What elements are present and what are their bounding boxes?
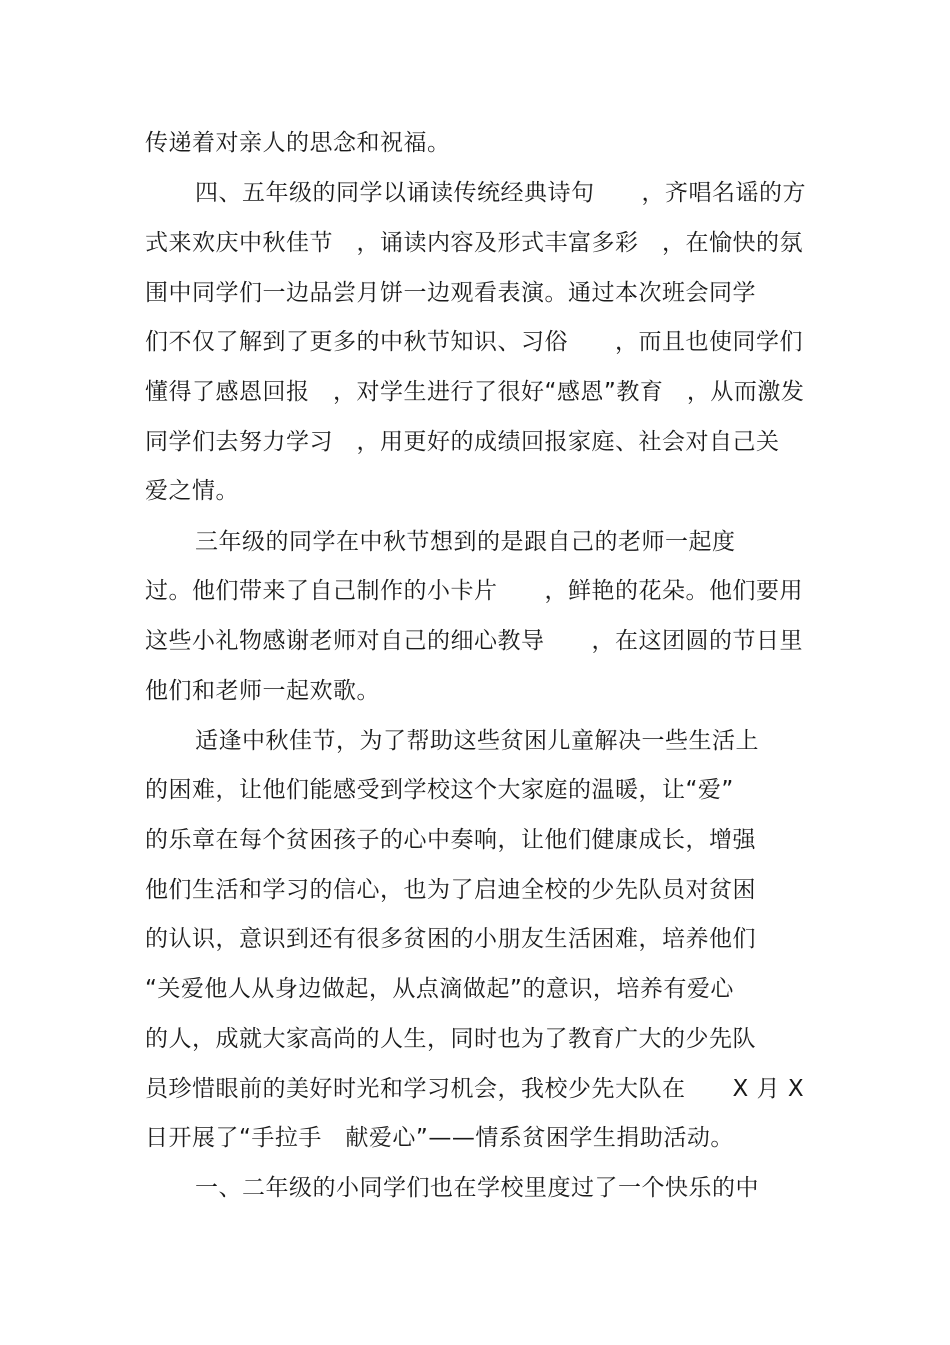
text-line: 的认识，意识到还有很多贫困的小朋友生活困难，培养他们 <box>145 926 756 952</box>
text-line: 他们生活和学习的信心，也为了启迪全校的少先队员对贫困 <box>145 877 756 903</box>
text-line: 这些小礼物感谢老师对自己的细心教导 ，在这团圆的节日里 <box>145 628 803 654</box>
text-line: 过。他们带来了自己制作的小卡片 ，鲜艳的花朵。他们要用 <box>145 578 803 604</box>
text-line: 他们和老师一起欢歌。 <box>145 678 380 704</box>
text-line: 三年级的同学在中秋节想到的是跟自己的老师一起度 <box>195 529 736 555</box>
text-line: 同学们去努力学习 ，用更好的成绩回报家庭、社会对自己关 <box>145 429 780 455</box>
text-line: 爱之情。 <box>145 478 239 504</box>
text-line: 式来欢庆中秋佳节 ，诵读内容及形式丰富多彩 ，在愉快的氛 <box>145 230 803 256</box>
text-line: 传递着对亲人的思念和祝福。 <box>145 130 451 156</box>
text-line: 日开展了“手拉手 献爱心”——情系贫困学生捐助活动。 <box>145 1125 734 1151</box>
text-line: 员珍惜眼前的美好时光和学习机会，我校少先大队在 X 月 X <box>145 1076 805 1102</box>
text-line: 四、五年级的同学以诵读传统经典诗句 ，齐唱名谣的方 <box>195 180 806 206</box>
text-line: 适逢中秋佳节，为了帮助这些贫困儿童解决一些生活上 <box>195 728 759 754</box>
text-line: 围中同学们一边品尝月饼一边观看表演。通过本次班会同学 <box>145 280 756 306</box>
text-line: 一、二年级的小同学们也在学校里度过了一个快乐的中 <box>195 1175 759 1201</box>
text-line: 懂得了感恩回报 ，对学生进行了很好“感恩”教育 ，从而激发 <box>145 379 805 405</box>
text-line: 的乐章在每个贫困孩子的心中奏响，让他们健康成长，增强 <box>145 827 756 853</box>
text-line: “关爱他人从身边做起，从点滴做起”的意识，培养有爱心 <box>145 976 734 1002</box>
text-line: 的人，成就大家高尚的人生，同时也为了教育广大的少先队 <box>145 1026 756 1052</box>
text-line: 们不仅了解到了更多的中秋节知识、习俗 ，而且也使同学们 <box>145 329 803 355</box>
text-line: 的困难，让他们能感受到学校这个大家庭的温暖，让“爱” <box>145 777 734 803</box>
